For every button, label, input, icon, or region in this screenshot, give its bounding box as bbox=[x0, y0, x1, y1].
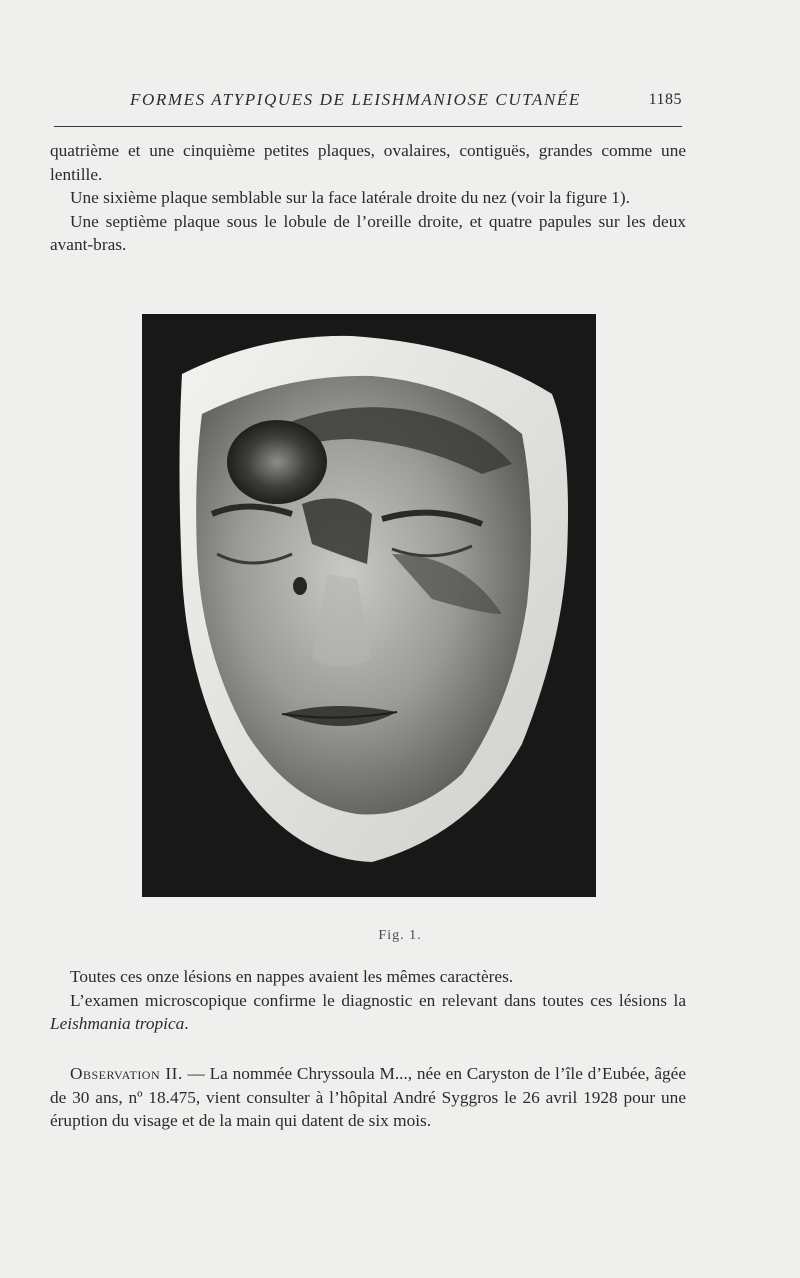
figure-photograph bbox=[142, 314, 596, 897]
face-mask-photo bbox=[142, 314, 596, 897]
figure-caption: Fig. 1. bbox=[378, 928, 422, 943]
text-block-top bbox=[50, 139, 686, 257]
observation-label: Observation II. bbox=[70, 1064, 183, 1083]
species-name: Leishmania tropica bbox=[50, 1014, 185, 1033]
running-title: FORMES ATYPIQUES DE LEISHMANIOSE CUTANÉE bbox=[130, 90, 581, 109]
exam-text-end: . bbox=[184, 1014, 189, 1033]
observation-paragraph bbox=[50, 1062, 686, 1133]
header-rule bbox=[54, 126, 682, 127]
exam-text: L’examen microscopique confirme le diagnostic en relevant dans toutes ces lésions la bbox=[70, 990, 686, 1010]
text-block-middle bbox=[50, 965, 686, 1036]
paragraph-microscopic-exam bbox=[50, 989, 686, 1036]
observation-block bbox=[50, 1062, 686, 1133]
page-number: 1185 bbox=[648, 91, 682, 108]
running-head bbox=[130, 90, 682, 114]
paragraph-eleven-lesions: Toutes ces onze lésions en nappes avaient les mêmes caractères. bbox=[70, 967, 514, 986]
paragraph-sixth-plaque: Une sixième plaque semblable sur la face latérale droite du nez (voir la figure 1). bbox=[70, 188, 630, 207]
paragraph-seventh-plaque: Une septième plaque sous le lobule de l’oreille droite, et quatre papules sur les deux avant-bras. bbox=[50, 211, 686, 254]
paragraph-continuation: quatrième et une cinquième petites plaques, ovalaires, contiguës, grandes comme une lentille. bbox=[50, 141, 686, 184]
observation-text: — La nommée Chryssoula M..., née en Caryston de l’île d’Eubée, âgée de 30 ans, nº 18.475, vient consulter à l’hôpital André Syggros le 26 avril 1928 pour une éruption du visage et de la main qui datent de six mois. bbox=[50, 1064, 686, 1130]
